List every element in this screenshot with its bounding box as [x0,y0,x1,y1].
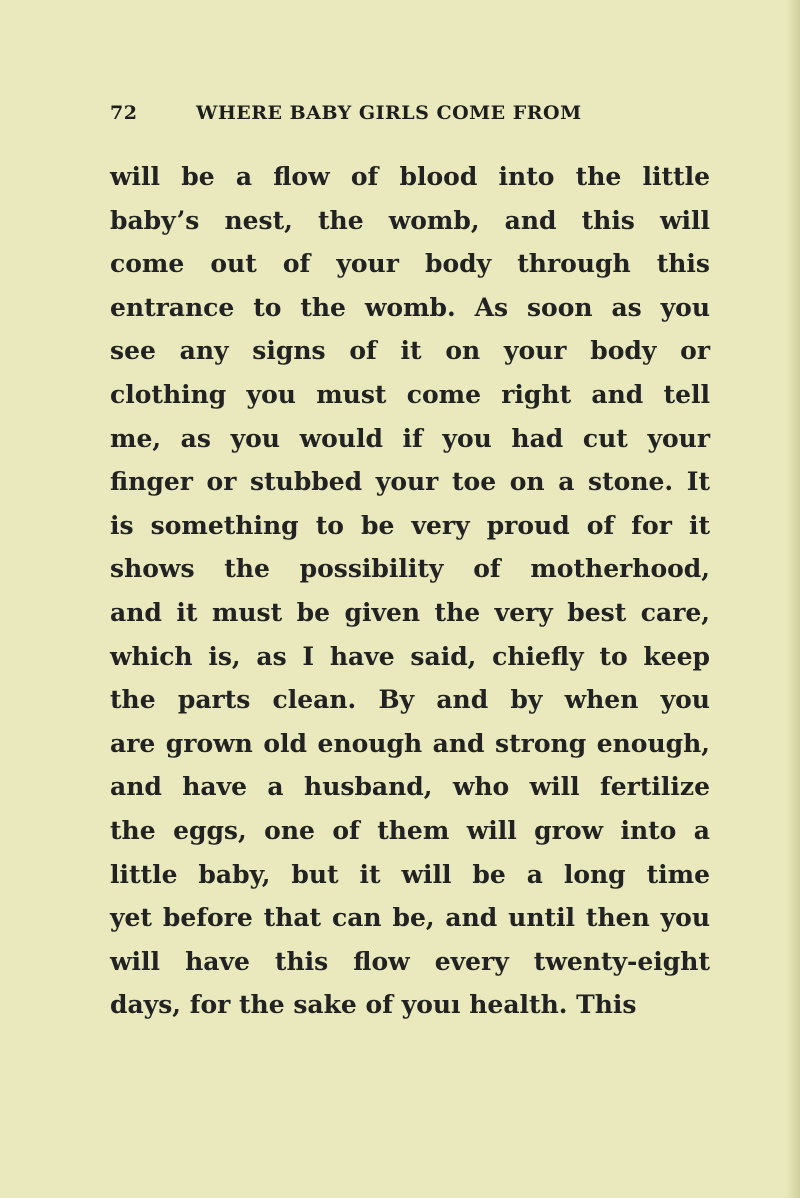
text-line: is something to be very proud of for it [110,510,710,540]
page-number: 72 [110,102,138,124]
text-line: yet before that can be, and until then you [110,903,710,933]
text-line: come out of your body through this [110,249,710,279]
text-line: are grown old enough and strong enough, [110,728,710,758]
running-title: WHERE BABY GIRLS COME FROM [196,102,582,124]
text-line: and have a husband, who will fertilize [110,772,710,802]
text-line: the parts clean. By and by when you [110,685,710,715]
text-line: days, for the sake of youı health. This [110,990,637,1020]
text-line: will be a flow of blood into the little [110,162,710,191]
text-line: me, as you would if you had cut your [110,423,710,453]
text-line: the eggs, one of them will grow into a [110,815,710,845]
text-line: entrance to the womb. As soon as you [110,292,710,322]
page-edge-shadow [786,0,800,1198]
text-line: will have this flow every twenty-eight [110,946,710,976]
body-text [110,155,710,1027]
running-header [110,102,582,124]
text-line: which is, as I have said, chiefly to keep [110,641,710,671]
text-line: little baby, but it will be a long time [110,859,710,889]
text-line: see any signs of it on your body or [110,336,710,366]
text-line: shows the possibility of motherhood, [110,554,710,584]
text-line: finger or stubbed your toe on a stone. It [110,467,710,497]
text-line: baby’s nest, the womb, and this will [110,205,710,235]
text-line: and it must be given the very best care, [110,597,710,627]
text-line: clothing you must come right and tell [110,379,710,409]
